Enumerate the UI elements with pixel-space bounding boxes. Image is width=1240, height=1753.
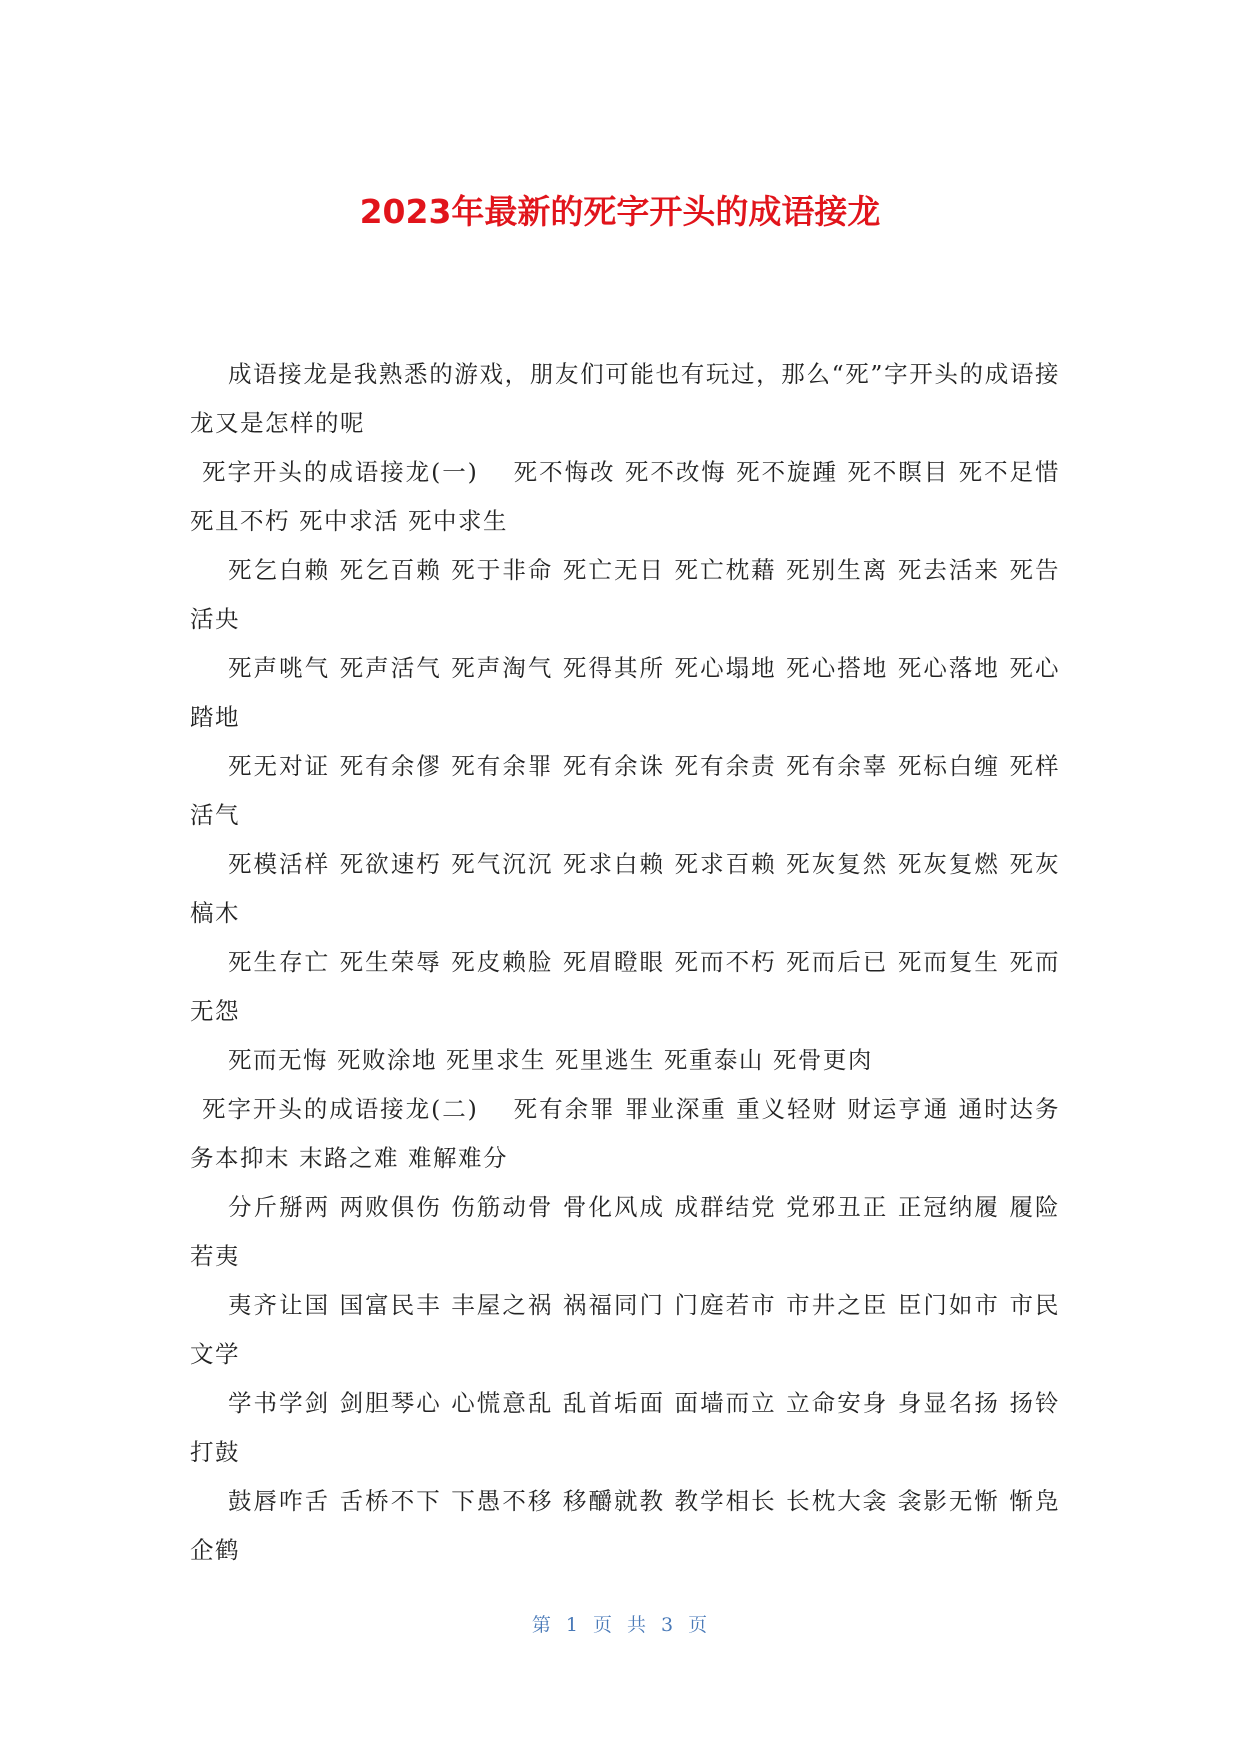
idiom-paragraph: 死而无悔 死败涂地 死里求生 死里逃生 死重泰山 死骨更肉 (228, 1046, 873, 1074)
footer-total-word: 共 (627, 1614, 648, 1636)
footer-page-word3: 页 (688, 1614, 709, 1636)
idiom-paragraph: 死乞白赖 死乞百赖 死于非命 死亡无日 死亡枕藉 死别生离 死去活来 死告活央 (190, 556, 1060, 633)
footer-page-word2: 页 (592, 1614, 613, 1636)
idiom-paragraph: 夷齐让国 国富民丰 丰屋之祸 祸福同门 门庭若市 市井之臣 臣门如市 市民文学 (190, 1291, 1060, 1368)
idiom-paragraph: 分斤掰两 两败俱伤 伤筋动骨 骨化风成 成群结党 党邪丑正 正冠纳履 履险若夷 (190, 1193, 1060, 1270)
page-footer (0, 1610, 1240, 1637)
idiom-paragraph: 鼓唇咋舌 舌桥不下 下愚不移 移釂就教 教学相长 长枕大衾 衾影无惭 惭凫企鹤 (190, 1487, 1060, 1564)
idiom-paragraph: 死声咷气 死声活气 死声淘气 死得其所 死心塌地 死心搭地 死心落地 死心踏地 (190, 654, 1060, 731)
section-two-paragraph: 死字开头的成语接龙(二) 死有余罪 罪业深重 重义轻财 财运亨通 通时达务 务本抑末 末路之难 难解难分 (190, 1095, 1060, 1172)
footer-page-word: 第 (531, 1614, 552, 1636)
idiom-paragraph: 学书学剑 剑胆琴心 心慌意乱 乱首垢面 面墙而立 立命安身 身显名扬 扬铃打鼓 (190, 1389, 1060, 1466)
document-body (190, 350, 1060, 1575)
section-one-paragraph: 死字开头的成语接龙(一) 死不悔改 死不改悔 死不旋踵 死不瞑目 死不足惜 死且不朽 死中求活 死中求生 (190, 458, 1060, 535)
footer-page-number: 1 (565, 1614, 579, 1636)
idiom-paragraph: 死模活样 死欲速朽 死气沉沉 死求白赖 死求百赖 死灰复然 死灰复燃 死灰槁木 (190, 850, 1060, 927)
idiom-paragraph: 死生存亡 死生荣辱 死皮赖脸 死眉瞪眼 死而不朽 死而后已 死而复生 死而无怨 (190, 948, 1060, 1025)
footer-total-pages: 3 (661, 1614, 675, 1636)
idiom-paragraph: 死无对证 死有余僇 死有余罪 死有余诛 死有余责 死有余辜 死标白缠 死样活气 (190, 752, 1060, 829)
intro-paragraph: 成语接龙是我熟悉的游戏，朋友们可能也有玩过，那么“死”字开头的成语接龙又是怎样的呢 (190, 360, 1060, 437)
document-title: 2023年最新的死字开头的成语接龙 (359, 192, 881, 231)
